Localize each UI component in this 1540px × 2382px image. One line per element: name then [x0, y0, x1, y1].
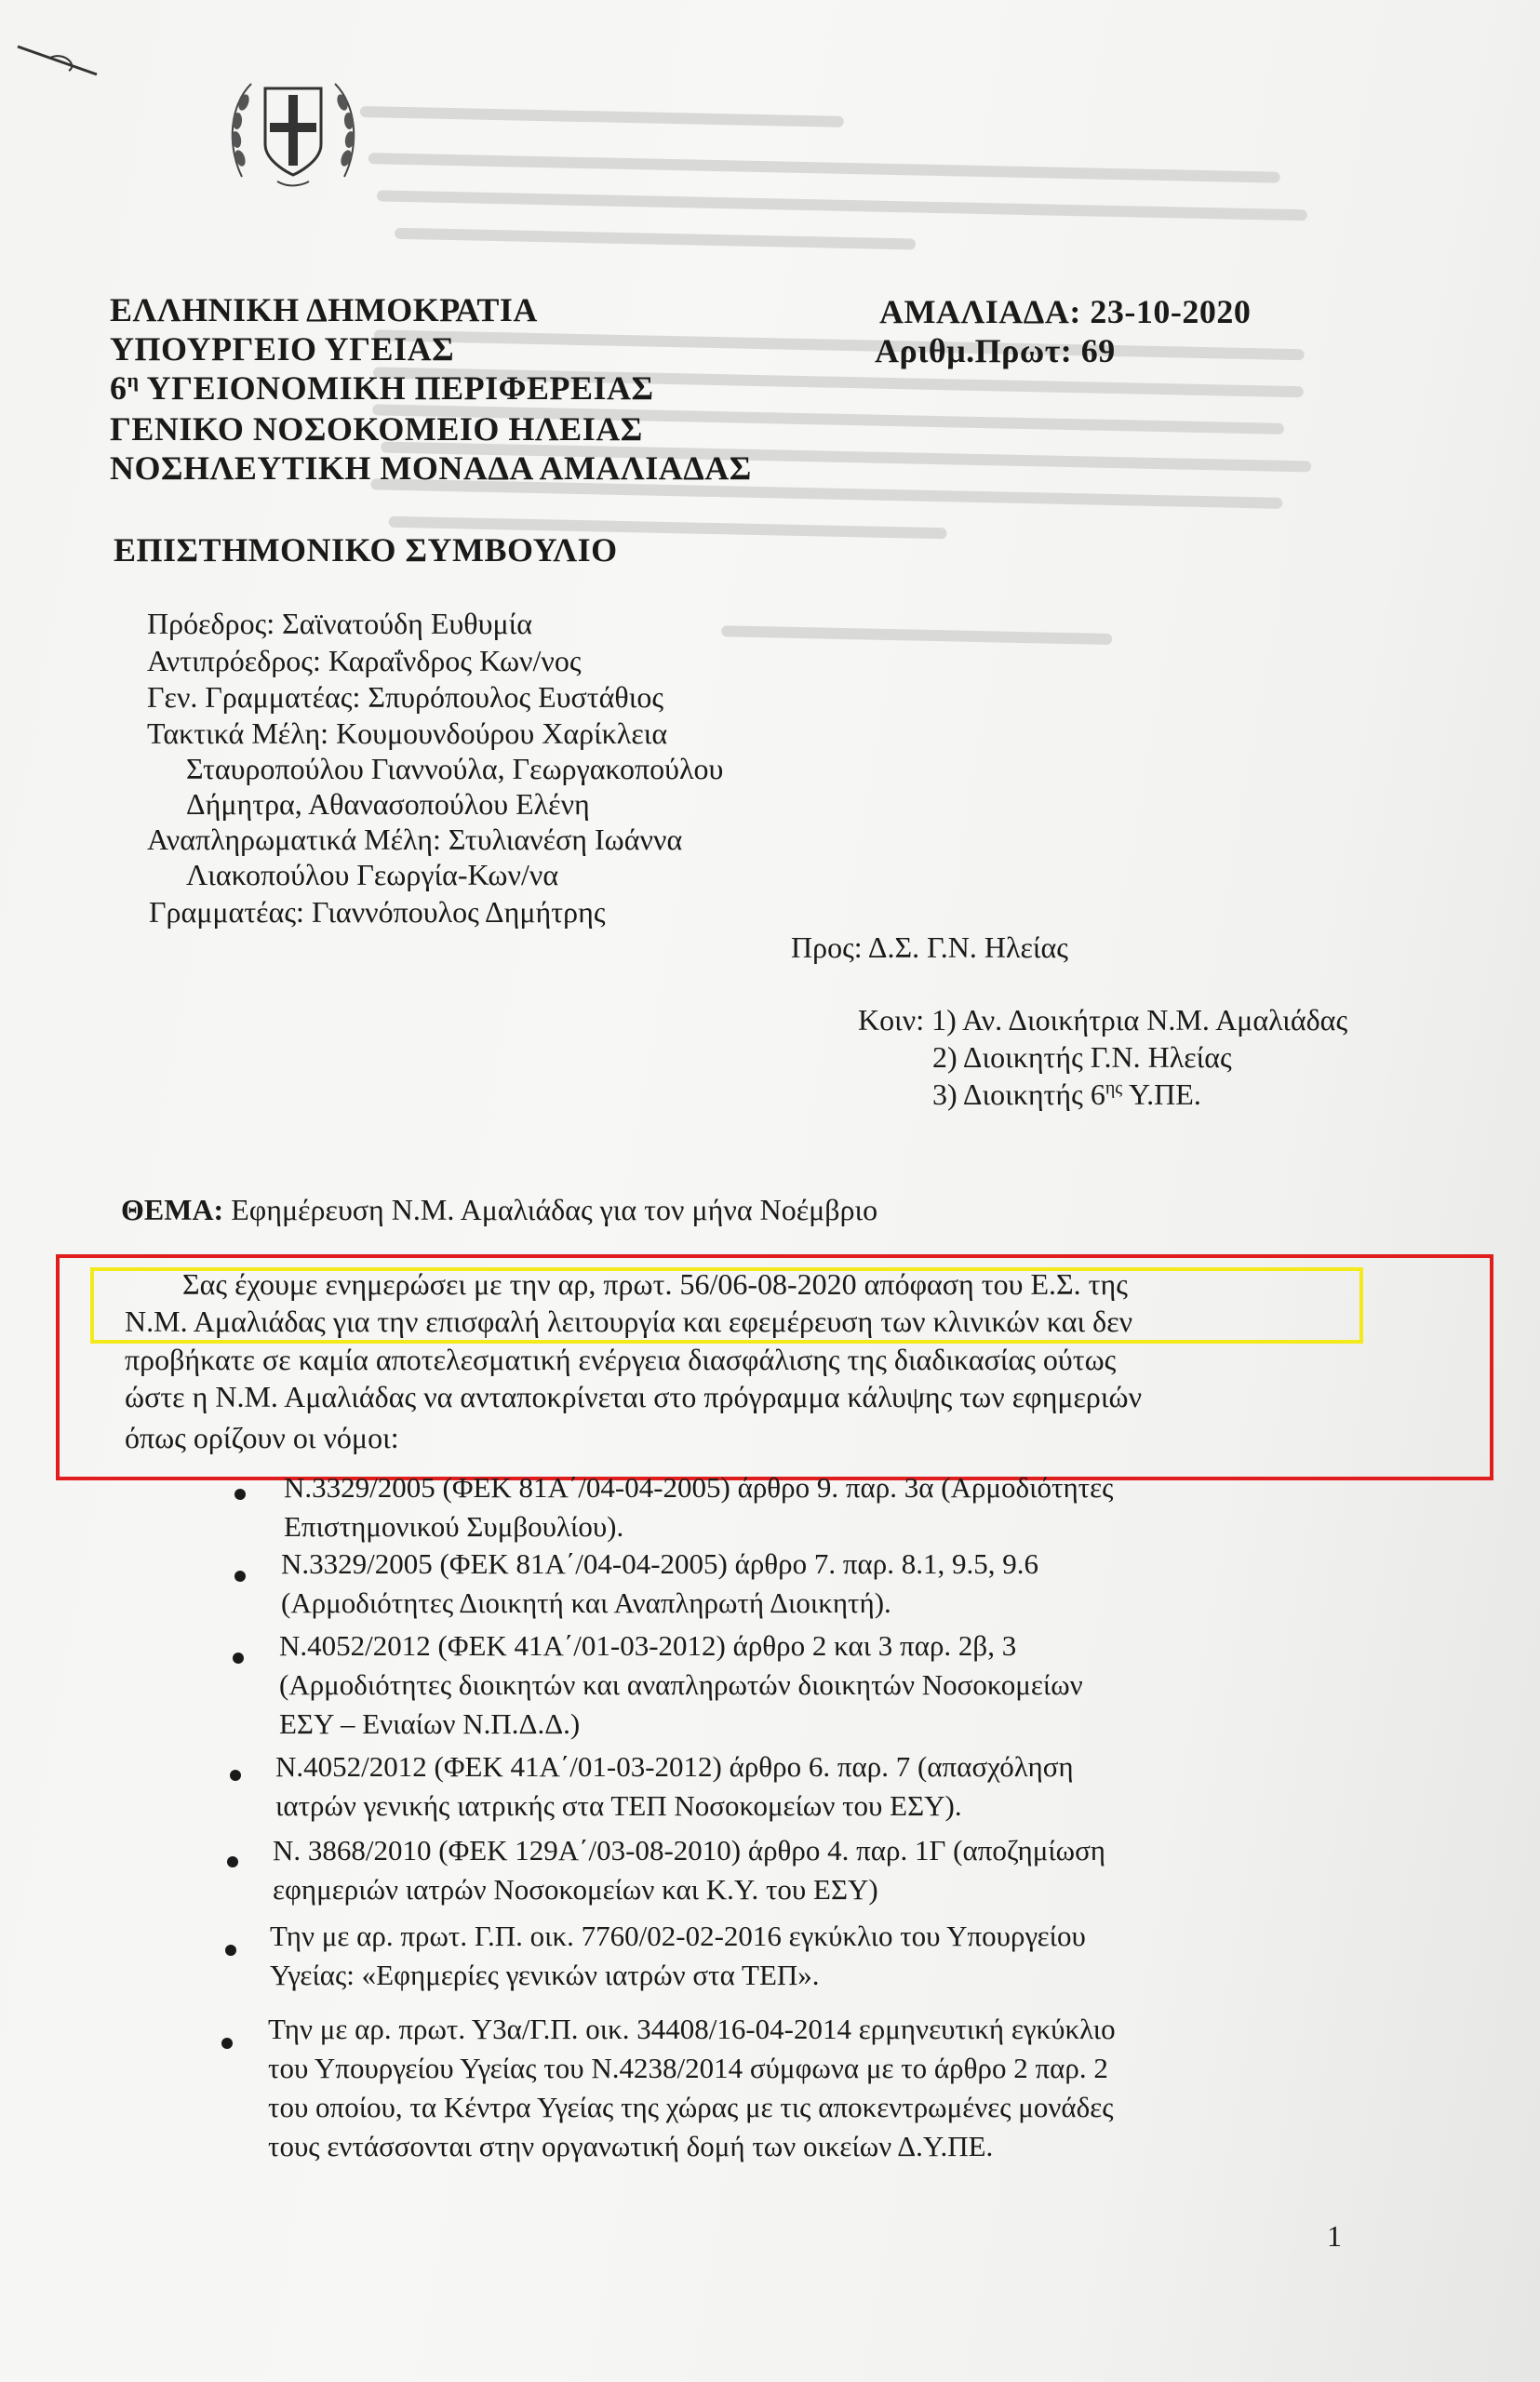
law-item: Την με αρ. πρωτ. Υ3α/Γ.Π. οικ. 34408/16-04-2014 ερμηνευτική εγκύκλιο του Υπουργείου Υγείας του Ν.4238/2014 σύμφωνα με το άρθρο 2 παρ. 2 του οποίου, τα Κέντρα Υγείας της χώρας με τις αποκεντρωμένες μονάδες τους εντάσσονται στην οργανωτική δομή των οικείων Δ.Υ.ΠΕ.	[268, 2013, 1116, 2162]
header-ministry: ΥΠΟΥΡΓΕΙΟ ΥΓΕΙΑΣ	[110, 330, 455, 368]
subject-text: Εφημέρευση Ν.Μ. Αμαλιάδας για τον μήνα Νοέμβριο	[223, 1193, 878, 1226]
council-member-line: Δήμητρα, Αθανασοπούλου Ελένη	[186, 787, 590, 821]
council-member-line: Πρόεδρος: Σαϊνατούδη Ευθυμία	[147, 607, 532, 640]
subject-line	[121, 1193, 877, 1227]
council-title: ΕΠΙΣΤΗΜΟΝΙΚΟ ΣΥΜΒΟΥΛΙΟ	[114, 531, 618, 569]
intro-line: ώστε η Ν.Μ. Αμαλιάδας να ανταποκρίνεται στο πρόγραμμα κάλυψης των εφημεριών	[125, 1380, 1143, 1413]
bullet-icon	[234, 1571, 246, 1582]
council-member-line: Λιακοπούλου Γεωργία-Κων/να	[186, 858, 559, 891]
law-item: Ν.3329/2005 (ΦΕΚ 81Α΄/04-04-2005) άρθρο 7. παρ. 8.1, 9.5, 9.6 (Αρμοδιότητες Διοικητή και Αναπληρωτή Διοικητή).	[281, 1547, 1038, 1619]
header-unit: ΝΟΣΗΛΕΥΤΙΚΗ ΜΟΝΑΔΑ ΑΜΑΛΙΑΔΑΣ	[110, 449, 752, 487]
recipient-cc-2: 2) Διοικητής Γ.Ν. Ηλείας	[932, 1040, 1232, 1074]
pen-mark	[13, 37, 106, 93]
council-member-line: Αντιπρόεδρος: Καραΐνδρος Κων/νος	[147, 644, 582, 677]
header-hospital: ΓΕΝΙΚΟ ΝΟΣΟΚΟΜΕΙΟ ΗΛΕΙΑΣ	[110, 410, 643, 448]
intro-line: Ν.Μ. Αμαλιάδας για την επισφαλή λειτουργία και εφεμέρευση των κλινικών και δεν	[125, 1305, 1133, 1338]
law-item: Την με αρ. πρωτ. Γ.Π. οικ. 7760/02-02-2016 εγκύκλιο του Υπουργείου Υγείας: «Εφημερίες γενικών ιατρών στα ΤΕΠ».	[270, 1920, 1086, 1991]
bullet-icon	[221, 2038, 233, 2049]
bullet-icon	[234, 1489, 246, 1500]
council-member-line: Γραμματέας: Γιαννόπουλος Δημήτρης	[149, 895, 606, 929]
law-item: Ν.4052/2012 (ΦΕΚ 41Α΄/01-03-2012) άρθρο 6. παρ. 7 (απασχόληση ιατρών γενικής ιατρικής στα ΤΕΠ Νοσοκομείων του ΕΣΥ).	[275, 1750, 1074, 1822]
council-member-line: Τακτικά Μέλη: Κουμουνδούρου Χαρίκλεια	[147, 716, 668, 750]
page-number: 1	[1327, 2219, 1342, 2253]
intro-line: Σας έχουμε ενημερώσει με την αρ, πρωτ. 56/06-08-2020 απόφαση του Ε.Σ. της	[182, 1267, 1128, 1301]
council-member-line: Αναπληρωματικά Μέλη: Στυλιανέση Ιωάννα	[147, 823, 683, 856]
bullet-icon	[227, 1856, 238, 1867]
header-country: ΕΛΛΗΝΙΚΗ ΔΗΜΟΚΡΑΤΙΑ	[110, 291, 538, 328]
recipient-to: Προς: Δ.Σ. Γ.Ν. Ηλείας	[791, 930, 1068, 964]
recipient-cc-3: 3) Διοικητής $6^{\eta\varsigma}$ Υ.ΠΕ.	[932, 1077, 1201, 1111]
greek-coat-of-arms-emblem	[223, 65, 363, 195]
protocol-number: Αριθμ.Πρωτ: 69	[875, 332, 1116, 369]
council-member-line: Γεν. Γραμματέας: Σπυρόπουλος Ευστάθιος	[147, 680, 663, 714]
place-and-date: ΑΜΑΛΙΑΔΑ: 23-10-2020	[879, 293, 1252, 330]
subject-label: ΘΕΜΑ:	[121, 1193, 224, 1226]
bullet-icon	[233, 1653, 244, 1664]
bullet-icon	[230, 1770, 241, 1781]
intro-line: προβήκατε σε καμία αποτελεσματική ενέργεια διασφάλισης της διαδικασίας ούτως	[125, 1343, 1117, 1376]
law-item: Ν.3329/2005 (ΦΕΚ 81Α΄/04-04-2005) άρθρο 9. παρ. 3α (Αρμοδιότητες Επιστημονικού Συμβουλίου).	[284, 1471, 1114, 1543]
intro-line: όπως ορίζουν οι νόμοι:	[125, 1421, 399, 1454]
law-item: Ν. 3868/2010 (ΦΕΚ 129Α΄/03-08-2010) άρθρο 4. παρ. 1Γ (αποζημίωση εφημεριών ιατρών Νοσοκομείων και Κ.Υ. του ΕΣΥ)	[273, 1834, 1106, 1906]
yellow-highlight-box	[90, 1267, 1363, 1344]
bullet-icon	[225, 1945, 236, 1956]
recipient-cc-1: Κοιν: 1) Αν. Διοικήτρια Ν.Μ. Αμαλιάδας	[858, 1003, 1348, 1037]
law-item: Ν.4052/2012 (ΦΕΚ 41Α΄/01-03-2012) άρθρο 2 και 3 παρ. 2β, 3 (Αρμοδιότητες διοικητών και αναπληρωτών διοικητών Νοσοκομείων ΕΣΥ – Ενιαίων Ν.Π.Δ.Δ.)	[279, 1629, 1083, 1740]
header-health-region: $6^\eta$ ΥΓΕΙΟΝΟΜΙΚΗ ΠΕΡΙΦΕΡΕΙΑΣ	[110, 368, 654, 407]
council-member-line: Σταυροπούλου Γιαννούλα, Γεωργακοπούλου	[186, 752, 724, 785]
